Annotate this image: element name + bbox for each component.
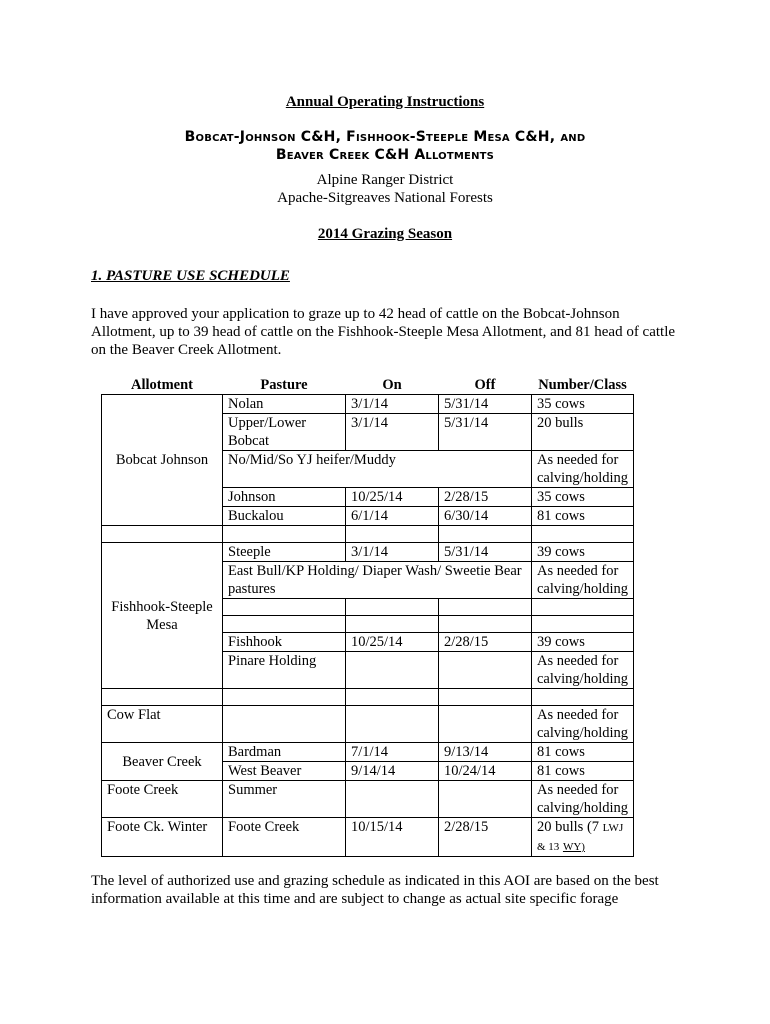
pasture-cell: Foote Creek xyxy=(223,818,346,857)
header-number-class: Number/Class xyxy=(538,377,627,393)
header-pasture: Pasture xyxy=(260,377,308,393)
header-on: On xyxy=(382,377,402,393)
pasture-cell: Bardman xyxy=(223,743,346,762)
allotment-cell: Bobcat Johnson xyxy=(102,395,223,526)
table-row xyxy=(102,706,634,743)
section-heading: 1. PASTURE USE SCHEDULE xyxy=(91,268,290,284)
number-cell: 81 cows xyxy=(532,743,634,762)
off-cell: 2/28/15 xyxy=(439,488,532,507)
closing-paragraph: The level of authorized use and grazing schedule as indicated in this AOI are based on the best information available at this time and are subject to change as actual site specific forage xyxy=(91,873,659,907)
pasture-schedule-table xyxy=(101,376,634,857)
header-allotment: Allotment xyxy=(130,377,193,393)
number-cell: As needed for calving/holding xyxy=(532,781,634,818)
pasture-cell: West Beaver xyxy=(223,762,346,781)
bulls-count: 20 bulls (7 xyxy=(537,819,600,835)
pasture-cell: Johnson xyxy=(223,488,346,507)
pasture-cell: Pinare Holding xyxy=(223,652,346,689)
off-cell: 2/28/15 xyxy=(439,818,532,857)
number-cell: 20 bulls xyxy=(532,414,634,451)
on-cell: 10/25/14 xyxy=(346,633,439,652)
intro-paragraph: I have approved your application to graze up to 42 head of cattle on the Bobcat-Johnson Allotment, up to 39 head of cattle on the Fishhook-Steeple Mesa Allotment, and 81 head of cattle on the Beaver Creek Allotment. xyxy=(91,306,676,358)
off-cell xyxy=(439,652,532,689)
allotment-cell: Foote Creek xyxy=(102,781,223,818)
number-cell: As needed for calving/holding xyxy=(532,652,634,689)
grazing-season: 2014 Grazing Season xyxy=(317,226,453,242)
on-cell: 3/1/14 xyxy=(346,414,439,451)
pasture-cell: Fishhook xyxy=(223,633,346,652)
number-cell: As needed for calving/holding xyxy=(532,706,634,743)
table-header-row xyxy=(102,376,634,395)
number-cell xyxy=(532,818,634,857)
bulls-lwj: LWJ xyxy=(602,822,624,834)
off-cell: 6/30/14 xyxy=(439,507,532,526)
number-cell: As needed for calving/holding xyxy=(532,451,634,488)
district-block xyxy=(0,171,770,207)
number-cell: 81 cows xyxy=(532,762,634,781)
pasture-cell: Summer xyxy=(223,781,346,818)
allotments-line-2: Beaver Creek C&H Allotments xyxy=(275,147,495,163)
off-cell: 2/28/15 xyxy=(439,633,532,652)
allotments-line-1: Bobcat-Johnson C&H, Fishhook-Steeple Mesa C&H, and xyxy=(184,129,586,145)
allotment-cell: Foote Ck. Winter xyxy=(102,818,223,857)
pasture-cell: Buckalou xyxy=(223,507,346,526)
allotment-cell: Beaver Creek xyxy=(102,743,223,781)
pasture-cell: East Bull/KP Holding/ Diaper Wash/ Sweetie Bear pastures xyxy=(223,562,532,599)
number-cell: 81 cows xyxy=(532,507,634,526)
on-cell: 9/14/14 xyxy=(346,762,439,781)
number-cell: 35 cows xyxy=(532,488,634,507)
number-cell: As needed for calving/holding xyxy=(532,562,634,599)
allotment-cell: Cow Flat xyxy=(102,706,223,743)
on-cell xyxy=(346,652,439,689)
pasture-cell: Nolan xyxy=(223,395,346,414)
table-row-blank xyxy=(102,526,634,543)
number-cell: 35 cows xyxy=(532,395,634,414)
table-row-blank xyxy=(102,689,634,706)
table-row xyxy=(102,818,634,857)
on-cell: 7/1/14 xyxy=(346,743,439,762)
national-forest: Apache-Sitgreaves National Forests xyxy=(277,190,493,206)
off-cell: 9/13/14 xyxy=(439,743,532,762)
table-row xyxy=(102,543,634,562)
ranger-district: Alpine Ranger District xyxy=(316,172,454,188)
number-cell: 39 cows xyxy=(532,633,634,652)
document-title: Annual Operating Instructions xyxy=(285,94,485,110)
off-cell: 10/24/14 xyxy=(439,762,532,781)
pasture-cell: No/Mid/So YJ heifer/Muddy xyxy=(223,451,532,488)
on-cell: 10/25/14 xyxy=(346,488,439,507)
bulls-wy: WY) xyxy=(562,841,585,853)
off-cell: 5/31/14 xyxy=(439,543,532,562)
on-cell: 3/1/14 xyxy=(346,395,439,414)
table-row xyxy=(102,395,634,414)
on-cell: 3/1/14 xyxy=(346,543,439,562)
pasture-cell: Upper/Lower Bobcat xyxy=(223,414,346,451)
off-cell: 5/31/14 xyxy=(439,414,532,451)
bulls-and: & 13 xyxy=(537,841,560,853)
header-off: Off xyxy=(474,377,496,393)
on-cell: 6/1/14 xyxy=(346,507,439,526)
table-row xyxy=(102,781,634,818)
allotments-heading xyxy=(0,128,770,164)
pasture-cell: Steeple xyxy=(223,543,346,562)
on-cell: 10/15/14 xyxy=(346,818,439,857)
number-cell: 39 cows xyxy=(532,543,634,562)
allotment-cell: Fishhook-Steeple Mesa xyxy=(102,543,223,689)
table-row xyxy=(102,743,634,762)
off-cell: 5/31/14 xyxy=(439,395,532,414)
